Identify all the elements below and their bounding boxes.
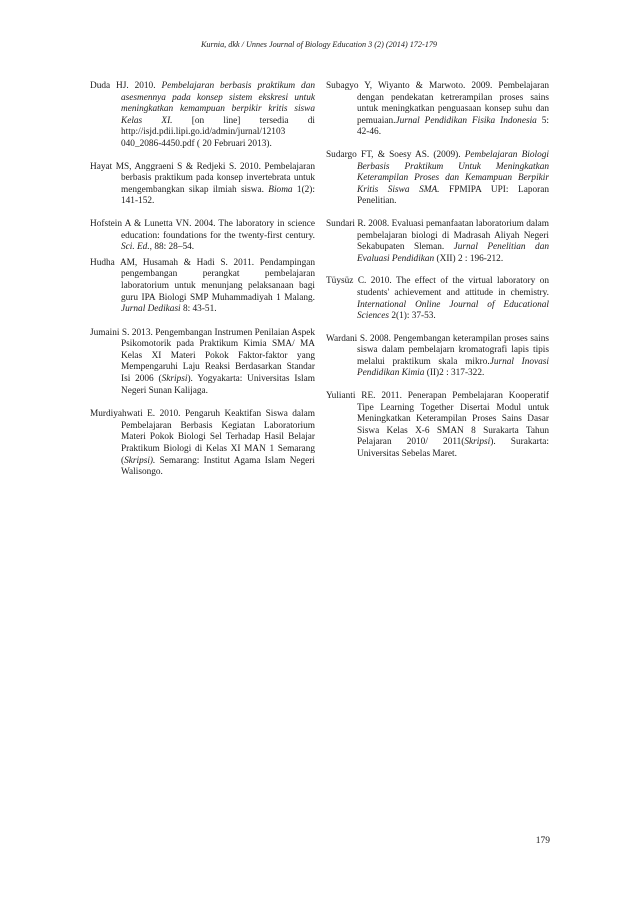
reference-italic-run: Skripsi).	[124, 455, 156, 466]
reference-italic-run: Bioma	[268, 184, 293, 195]
reference-entry: Jumaini S. 2013. Pengembangan Instrumen Penilaian Aspek Psikomotorik pada Praktikum Kimia SMA/ MA Kelas XI Materi Pokok Faktor-faktor yang Mempengaruhi Laju Reaksi Berdasarkan Standar Isi 2006 (Skripsi). Yogyakarta: Universitas Islam Negeri Sunan Kalijaga.	[90, 327, 315, 396]
reference-entry: Yulianti RE. 2011. Penerapan Pembelajaran Kooperatif Tipe Learning Together Disertai Modul untuk Meningkatkan Keterampilan Proses Sains Dasar Siswa Kelas X-6 SMAN 8 Surakarta Tahun Pelajaran 2010/ 2011(Skripsi). Surakarta: Universitas Sebelas Maret.	[326, 391, 550, 460]
references-column-right	[326, 81, 549, 461]
reference-entry: Hofstein A & Lunetta VN. 2004. The laboratory in science education: foundations for the twenty-first century. Sci. Ed., 88: 28–54.	[90, 218, 315, 253]
reference-entry: Hayat MS, Anggraeni S & Redjeki S. 2010. Pembelajaran berbasis praktikum pada konsep invertebrata untuk mengembangkan sikap ilmiah siswa. Bioma 1(2): 141-152.	[90, 161, 315, 207]
reference-italic-run: Skripsi	[161, 374, 188, 385]
reference-entry: Subagyo Y, Wiyanto & Marwoto. 2009. Pembelajaran dengan pendekatan ketrerampilan proses sains untuk meningkatkan penguasaan konsep suhu dan pemuaian.Jurnal Pendidikan Fisika Indonesia 5: 42-46.	[326, 81, 549, 138]
references-column-left	[90, 81, 315, 479]
reference-italic-run: Pembelajaran Biologi Berbasis Praktikum Untuk Meningkatkan Keterampilan Proses dan Kemampuan Berpikir Kritis Siswa SMA.	[357, 149, 549, 195]
reference-entry: Tüysüz C. 2010. The effect of the virtual laboratory on students' achievement and attitude in chemistry. International Online Journal of Educational Sciences 2(1): 37-53.	[326, 276, 549, 322]
reference-entry: Murdiyahwati E. 2010. Pengaruh Keaktifan Siswa dalam Pembelajaran Berbasis Kegiatan Laboratorium Materi Pokok Biologi Sel Terhadap Hasil Belajar Praktikum Biologi di Kelas XI MAN 1 Semarang (Skripsi). Semarang: Institut Agama Islam Negeri Walisongo.	[90, 409, 315, 478]
page-number: 179	[535, 836, 550, 846]
reference-italic-run: Jurnal Dedikasi	[121, 304, 181, 315]
running-header: Kurnia, dkk / Unnes Journal of Biology Education 3 (2) (2014) 172-179	[200, 40, 438, 49]
reference-italic-run: Jurnal Penelitian dan Evaluasi Pendidikan	[357, 242, 549, 264]
reference-entry: Wardani S. 2008. Pengembangan keterampilan proses sains siswa dalam pembelajarn kromatografi lapis tipis melalui praktikum skala mikro.Jurnal Inovasi Pendidikan Kimia (II)2 : 317-322.	[326, 333, 550, 379]
reference-italic-run: Jurnal Inovasi Pendidikan Kimia	[357, 356, 550, 379]
reference-italic-run: International Online Journal of Educational Sciences	[357, 299, 549, 322]
reference-italic-run: Pembelajaran berbasis praktikum dan asesmennya pada konsep sistem ekskresi untuk meningkatkan kemampuan berpikir kritis siswa Kelas XI.	[121, 81, 316, 126]
reference-italic-run: Sci. Ed.	[121, 242, 150, 253]
reference-entry: Duda HJ. 2010. Pembelajaran berbasis praktikum dan asesmennya pada konsep sistem ekskresi untuk meningkatkan kemampuan berpikir kritis siswa Kelas XI. [on line] tersedia di http://isjd.pdii.lipi.go.id/admin/jurnal/12103 040_2086-4450.pdf ( 20 Februari 2013).	[90, 81, 316, 149]
reference-italic-run: Jurnal Pendidikan Fisika Indonesia	[395, 115, 537, 126]
reference-entry: Sudargo FT, & Soesy AS. (2009). Pembelajaran Biologi Berbasis Praktikum Untuk Meningkatkan Keterampilan Proses dan Kemampuan Berpikir Kritis Siswa SMA. FPMIPA UPI: Laporan Penelitian.	[326, 149, 549, 207]
reference-entry: Hudha AM, Husamah & Hadi S. 2011. Pendampingan pengembangan perangkat pembelajaran laboratorium untuk menunjang pelaksanaan bagi guru IPA Biologi SMP Muhammadiyah 1 Malang. Jurnal Dedikasi 8: 43-51.	[90, 257, 315, 315]
reference-entry: Sundari R. 2008. Evaluasi pemanfaatan laboratorium dalam pembelajaran biologi di Madrasah Aliyah Negeri Sekabupaten Sleman. Jurnal Penelitian dan Evaluasi Pendidikan (XII) 2 : 196-212.	[326, 218, 549, 264]
reference-italic-run: Skripsi	[464, 437, 491, 448]
